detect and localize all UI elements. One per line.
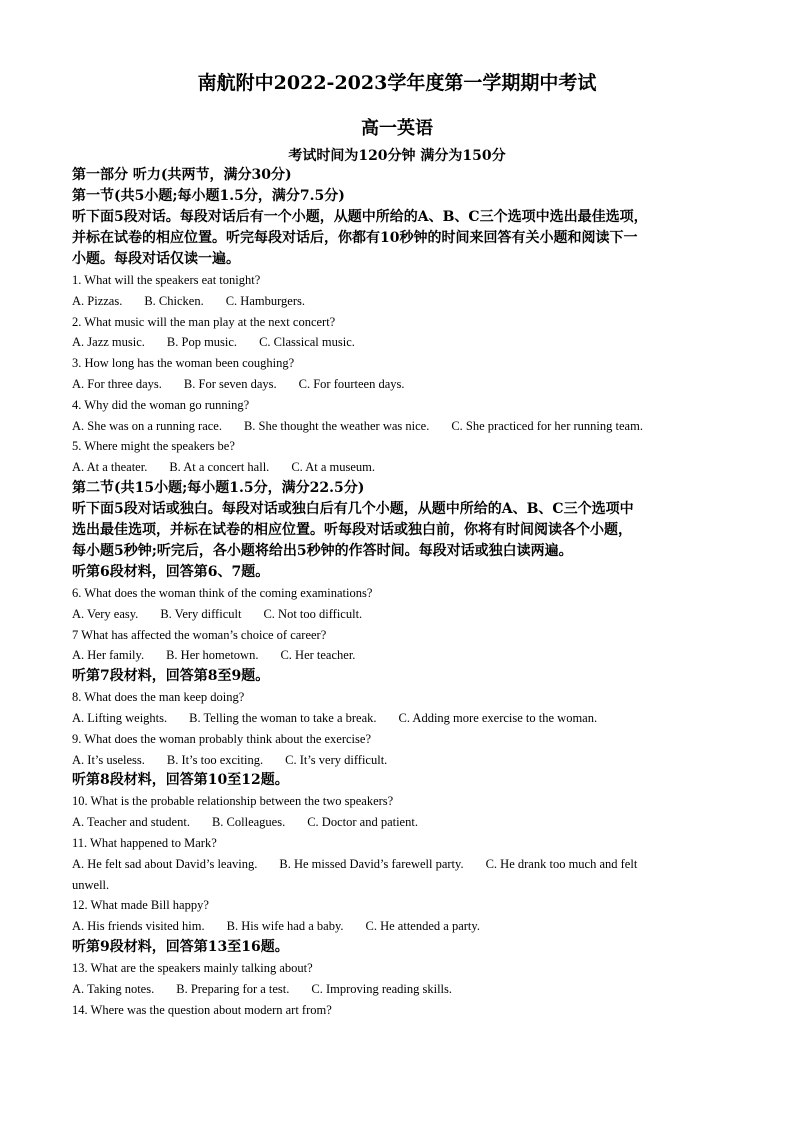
group-heading: 听第9段材料，回答第13至16题。 (72, 938, 289, 955)
question-block (72, 958, 732, 1000)
group-heading: 听第6段材料，回答第6、7题。 (72, 563, 270, 580)
question-block (72, 353, 732, 395)
option-c: C. At a museum. (291, 460, 375, 475)
option-a: A. She was on a running race. (72, 418, 222, 433)
question-text: 14. Where was the question about modern art from? (72, 1002, 332, 1017)
group-heading: 听第7段材料，回答第8至9题。 (72, 668, 270, 685)
instruction-line: 听下面5段对话或独白。每段对话或独白后有几个小题，从题中所给的A、B、C三个选项中 (72, 500, 634, 517)
question-options (72, 416, 732, 437)
instruction-line: 每小题5秒钟;听完后，各小题将给出5秒钟的作答时间。每段对话或独白读两遍。 (72, 542, 573, 559)
section1-heading: 第一节(共5小题;每小题1.5分，满分7.5分) (72, 188, 345, 204)
question-options (72, 812, 732, 833)
exam-info: 考试时间为120分钟 满分为150分 (288, 148, 506, 164)
question-text: 2. What music will the man play at the next concert? (72, 314, 336, 329)
exam-title: 南航附中2022-2023学年度第一学期期中考试 (197, 72, 597, 94)
question-block (72, 270, 732, 312)
section2-heading: 第二节(共15小题;每小题1.5分，满分22.5分) (72, 479, 365, 496)
option-c: C. Classical music. (259, 335, 355, 350)
question-options (72, 750, 732, 771)
option-a: A. Teacher and student. (72, 815, 190, 830)
question-text: 5. Where might the speakers be? (72, 439, 235, 454)
option-b: B. Chicken. (144, 293, 204, 308)
option-b: B. Telling the woman to take a break. (189, 710, 377, 725)
question-options (72, 457, 732, 478)
question-text: 13. What are the speakers mainly talking about? (72, 960, 313, 975)
exam-subject: 高一英语 (361, 118, 433, 139)
option-c: C. He drank too much and felt (485, 856, 638, 871)
question-block (72, 625, 732, 667)
question-text: 7 What has affected the woman’s choice of career? (72, 627, 327, 642)
question-text: 12. What made Bill happy? (72, 898, 209, 913)
option-a: A. Taking notes. (72, 981, 155, 996)
option-a: A. For three days. (72, 376, 162, 391)
question-text: 8. What does the man keep doing? (72, 690, 245, 705)
option-a: A. Very easy. (72, 606, 139, 621)
option-c: C. Her teacher. (280, 648, 356, 663)
option-c: C. He attended a party. (365, 919, 480, 934)
instruction-line: 听下面5段对话。每段对话后有一个小题，从题中所给的A、B、C三个选项中选出最佳选项， (72, 209, 648, 225)
question-text: 6. What does the woman think of the coming examinations? (72, 585, 373, 600)
option-c: C. Not too difficult. (263, 606, 363, 621)
question-block (72, 791, 732, 833)
question-block (72, 895, 732, 937)
question-options (72, 979, 732, 1000)
option-b: B. Very difficult (160, 606, 242, 621)
option-a: A. Her family. (72, 648, 145, 663)
question-options (72, 291, 732, 312)
option-a: A. He felt sad about David’s leaving. (72, 856, 258, 871)
question-options (72, 916, 732, 937)
option-c: C. For fourteen days. (298, 376, 405, 391)
question-options (72, 374, 732, 395)
option-b: B. She thought the weather was nice. (243, 418, 430, 433)
option-c: C. She practiced for her running team. (451, 418, 643, 433)
question-block (72, 583, 732, 625)
question-options (72, 854, 732, 875)
option-b: B. Colleagues. (211, 815, 286, 830)
option-b: B. Preparing for a test. (176, 981, 290, 996)
option-a: A. His friends visited him. (72, 919, 205, 934)
question-text: 1. What will the speakers eat tonight? (72, 273, 261, 287)
question-options (72, 645, 732, 666)
option-a: A. Pizzas. (72, 293, 123, 308)
option-c: C. Doctor and patient. (307, 815, 418, 830)
question-options (72, 604, 732, 625)
option-c: C. Improving reading skills. (311, 981, 453, 996)
option-a: A. Lifting weights. (72, 710, 168, 725)
question-text: 11. What happened to Mark? (72, 835, 217, 850)
instruction-line: 并标在试卷的相应位置。听完每段对话后，你都有10秒钟的时间来回答有关小题和阅读下一 (72, 230, 638, 246)
option-continuation: unwell. (72, 877, 110, 892)
option-b: B. His wife had a baby. (226, 919, 344, 934)
instruction-line: 选出最佳选项，并标在试卷的相应位置。听每段对话或独白前，你将有时间阅读各个小题， (72, 521, 632, 538)
section1-instructions (72, 207, 732, 270)
question-text: 10. What is the probable relationship between the two speakers? (72, 794, 394, 809)
option-b: B. At a concert hall. (169, 460, 270, 475)
option-b: B. He missed David’s farewell party. (279, 856, 464, 871)
option-c: C. Hamburgers. (225, 293, 305, 308)
question-options (72, 332, 732, 353)
question-block (72, 833, 732, 895)
section2-instructions (72, 499, 732, 562)
question-block (72, 1000, 732, 1021)
option-c: C. Adding more exercise to the woman. (398, 710, 598, 725)
option-a: A. It’s useless. (72, 752, 145, 767)
part1-heading: 第一部分 听力(共两节，满分30分) (72, 167, 292, 183)
question-block (72, 312, 732, 354)
instruction-line: 小题。每段对话仅读一遍。 (72, 251, 240, 267)
option-b: B. Her hometown. (166, 648, 259, 663)
option-a: A. Jazz music. (72, 335, 145, 350)
question-block (72, 729, 732, 771)
group-heading: 听第8段材料，回答第10至12题。 (72, 772, 289, 789)
option-b: B. Pop music. (166, 335, 238, 350)
option-c: C. It’s very difficult. (285, 752, 388, 767)
question-block (72, 395, 732, 437)
option-a: A. At a theater. (72, 460, 148, 475)
question-block (72, 436, 732, 478)
question-block (72, 687, 732, 729)
option-b: B. For seven days. (183, 376, 277, 391)
question-text: 4. Why did the woman go running? (72, 397, 250, 412)
question-text: 3. How long has the woman been coughing? (72, 356, 295, 371)
exam-content (72, 165, 732, 1020)
option-b: B. It’s too exciting. (166, 752, 264, 767)
question-options (72, 708, 732, 729)
question-text: 9. What does the woman probably think about the exercise? (72, 731, 371, 746)
